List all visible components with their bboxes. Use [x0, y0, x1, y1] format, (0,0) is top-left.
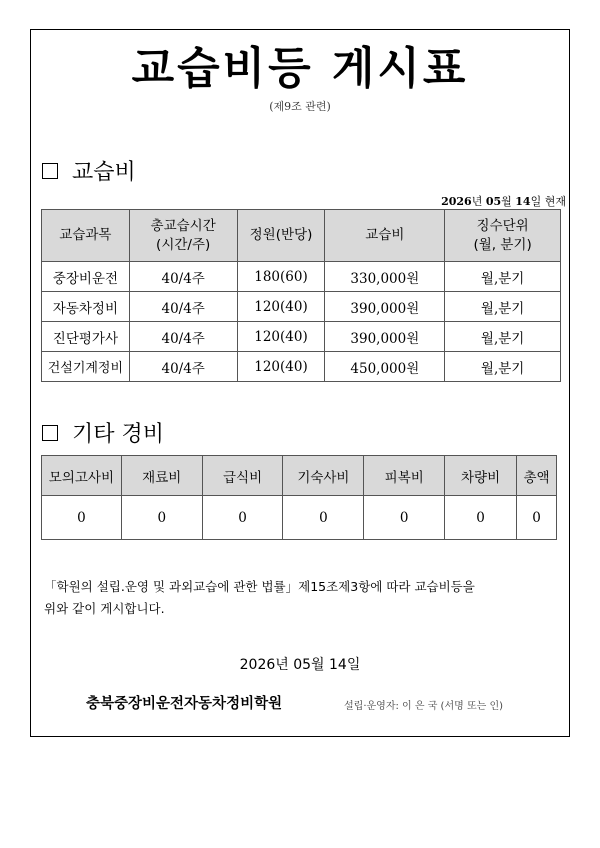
as-of-suffix: 현재 — [544, 195, 566, 208]
header-capacity: 정원(반당) — [237, 210, 325, 262]
school-name: 충북중장비운전자동차정비학원 — [86, 696, 283, 712]
section-other-heading: 기타 경비 — [72, 422, 165, 447]
cell-fee: 330,000원 — [325, 262, 445, 292]
cell-fee: 450,000원 — [325, 352, 445, 382]
cell-fee: 390,000원 — [325, 322, 445, 352]
header-billing-unit: 징수단위 (월, 분기) — [445, 210, 561, 262]
other-header-row — [42, 456, 557, 496]
as-of-date — [441, 193, 566, 209]
header-vehicle: 차량비 — [445, 456, 517, 496]
cell-materials: 0 — [121, 496, 202, 540]
cell-fee: 390,000원 — [325, 292, 445, 322]
header-total: 총액 — [517, 456, 557, 496]
cell-unit: 월,분기 — [445, 352, 561, 382]
section-other-expenses — [42, 417, 164, 448]
as-of-year-unit: 년 — [471, 195, 483, 208]
cell-subject: 진단평가사 — [42, 322, 130, 352]
section-tuition-heading: 교습비 — [72, 160, 136, 185]
cell-meals: 0 — [202, 496, 283, 540]
page-subtitle: (제9조 관련) — [269, 100, 331, 113]
header-mock-exam: 모의고사비 — [42, 456, 122, 496]
cell-subject: 중장비운전 — [42, 262, 130, 292]
notice-line-1: 「학원의 설립.운영 및 과외교습에 관한 법률」제15조제3항에 따라 교습비등을 — [44, 579, 475, 594]
legal-notice — [44, 576, 544, 620]
header-total-hours: 총교습시간 (시간/주) — [129, 210, 237, 262]
page-title: 교습비등 게시표 — [131, 43, 469, 94]
cell-total: 0 — [517, 496, 557, 540]
table-row — [42, 322, 561, 352]
cell-subject: 자동차정비 — [42, 292, 130, 322]
cell-clothing: 0 — [364, 496, 445, 540]
header-meals: 급식비 — [202, 456, 283, 496]
header-clothing: 피복비 — [364, 456, 445, 496]
tuition-header-row — [42, 210, 561, 262]
cell-hours: 40/4주 — [129, 262, 237, 292]
checkbox-square-icon — [42, 163, 58, 179]
cell-hours: 40/4주 — [129, 352, 237, 382]
table-row — [42, 262, 561, 292]
cell-capacity: 120(40) — [237, 352, 325, 382]
posting-date: 2026년 05월 14일 — [239, 657, 361, 673]
as-of-month: 05 — [485, 195, 502, 208]
checkbox-square-icon — [42, 425, 58, 441]
notice-line-2: 위와 같이 게시합니다. — [44, 601, 165, 616]
cell-capacity: 120(40) — [237, 292, 325, 322]
document-frame — [30, 29, 570, 737]
header-materials: 재료비 — [121, 456, 202, 496]
cell-unit: 월,분기 — [445, 262, 561, 292]
header-subject: 교습과목 — [42, 210, 130, 262]
table-row — [42, 496, 557, 540]
cell-dormitory: 0 — [283, 496, 364, 540]
header-tuition-fee: 교습비 — [325, 210, 445, 262]
cell-unit: 월,분기 — [445, 322, 561, 352]
as-of-day-unit: 일 — [530, 195, 542, 208]
operator-signature: 설립·운영자: 이 은 국 (서명 또는 인) — [344, 701, 504, 712]
cell-capacity: 120(40) — [237, 322, 325, 352]
table-row — [42, 352, 561, 382]
cell-hours: 40/4주 — [129, 292, 237, 322]
cell-subject: 건설기계정비 — [42, 352, 130, 382]
table-row — [42, 292, 561, 322]
as-of-month-unit: 월 — [501, 195, 512, 208]
cell-vehicle: 0 — [445, 496, 517, 540]
as-of-year: 2026 — [441, 195, 472, 208]
tuition-table — [41, 209, 561, 382]
cell-hours: 40/4주 — [129, 322, 237, 352]
cell-unit: 월,분기 — [445, 292, 561, 322]
cell-mock-exam: 0 — [42, 496, 122, 540]
header-dormitory: 기숙사비 — [283, 456, 364, 496]
cell-capacity: 180(60) — [237, 262, 325, 292]
as-of-day: 14 — [515, 195, 531, 208]
section-tuition — [42, 155, 136, 186]
other-expenses-table — [41, 455, 557, 540]
